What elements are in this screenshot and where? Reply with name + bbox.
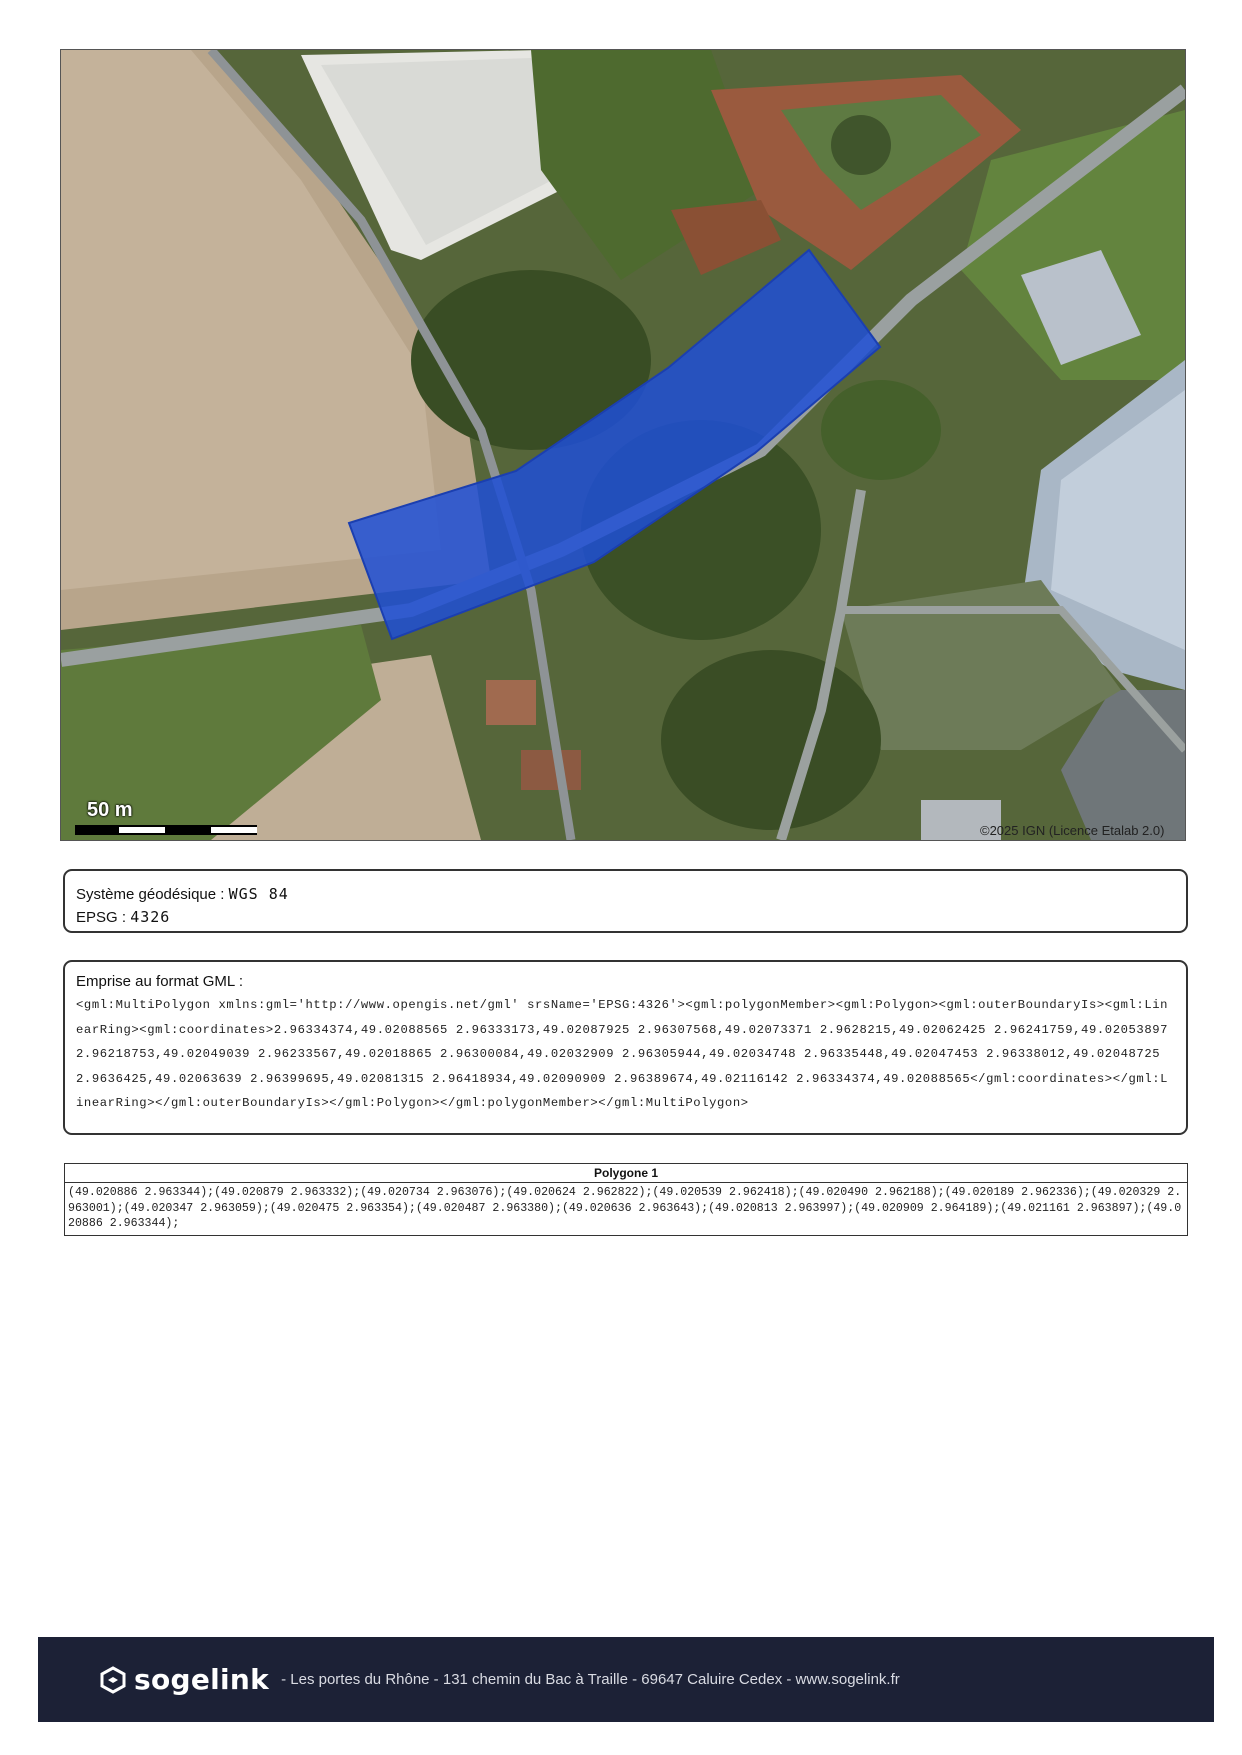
epsg-value: 4326 bbox=[130, 908, 171, 926]
aerial-imagery bbox=[61, 50, 1185, 840]
polygon-table bbox=[64, 1163, 1188, 1236]
geodetic-system-row bbox=[76, 883, 1175, 906]
scale-label: 50 m bbox=[87, 799, 133, 821]
epsg-row bbox=[76, 906, 1175, 929]
sogelink-logo[interactable] bbox=[98, 1663, 269, 1696]
brand-name: sogelink bbox=[134, 1663, 270, 1696]
sogelink-logo-icon bbox=[98, 1665, 128, 1695]
system-value: WGS 84 bbox=[228, 885, 289, 903]
gml-code[interactable]: <gml:MultiPolygon xmlns:gml='http://www.opengis.net/gml' srsName='EPSG:4326'><gml:polygonMember><gml:Polygon><gml:outerBoundaryIs><gml:LinearRing><gml:coordinates>2.96334374,49.02088565 2.96333173,49.02087925 2.96307568,49.02073371 2.9628215,49.02062425 2.96241759,49.02053897 2.96218753,49.02049039 2.96233567,49.02018865 2.96300084,49.02032909 2.96305944,49.02034748 2.96335448,49.02047453 2.96338012,49.02048725 2.9636425,49.02063639 2.96399695,49.02081315 2.96418934,49.02090909 2.96389674,49.02116142 2.96334374,49.02088565</gml:coordinates></gml:LinearRing></gml:outerBoundaryIs></gml:Polygon></gml:polygonMember></gml:MultiPolygon> bbox=[76, 998, 1169, 1110]
epsg-label: EPSG : bbox=[76, 909, 127, 926]
footer-address: - Les portes du Rhône - 131 chemin du Bac à Traille - 69647 Caluire Cedex - www.sogelink.fr bbox=[281, 1671, 900, 1688]
system-label: Système géodésique : bbox=[76, 886, 225, 903]
gml-title: Emprise au format GML : bbox=[76, 973, 243, 990]
map-copyright: ©2025 IGN (Licence Etalab 2.0) bbox=[980, 823, 1165, 838]
footer bbox=[38, 1637, 1214, 1722]
polygon-coordinates[interactable]: (49.020886 2.963344);(49.020879 2.963332);(49.020734 2.963076);(49.020624 2.962822);(49.020539 2.962418);(49.020490 2.962188);(49.020189 2.962336);(49.020329 2.963001);(49.020347 2.963059);(49.020475 2.963354);(49.020487 2.963380);(49.020636 2.963643);(49.020813 2.963997);(49.020909 2.964189);(49.021161 2.963897);(49.020886 2.963344); bbox=[68, 1186, 1182, 1230]
polygon-header: Polygone 1 bbox=[65, 1164, 1187, 1183]
gml-box bbox=[63, 960, 1188, 1135]
geodetic-system-box bbox=[63, 869, 1188, 933]
scale-bar bbox=[75, 825, 257, 835]
aerial-map[interactable] bbox=[60, 49, 1186, 841]
